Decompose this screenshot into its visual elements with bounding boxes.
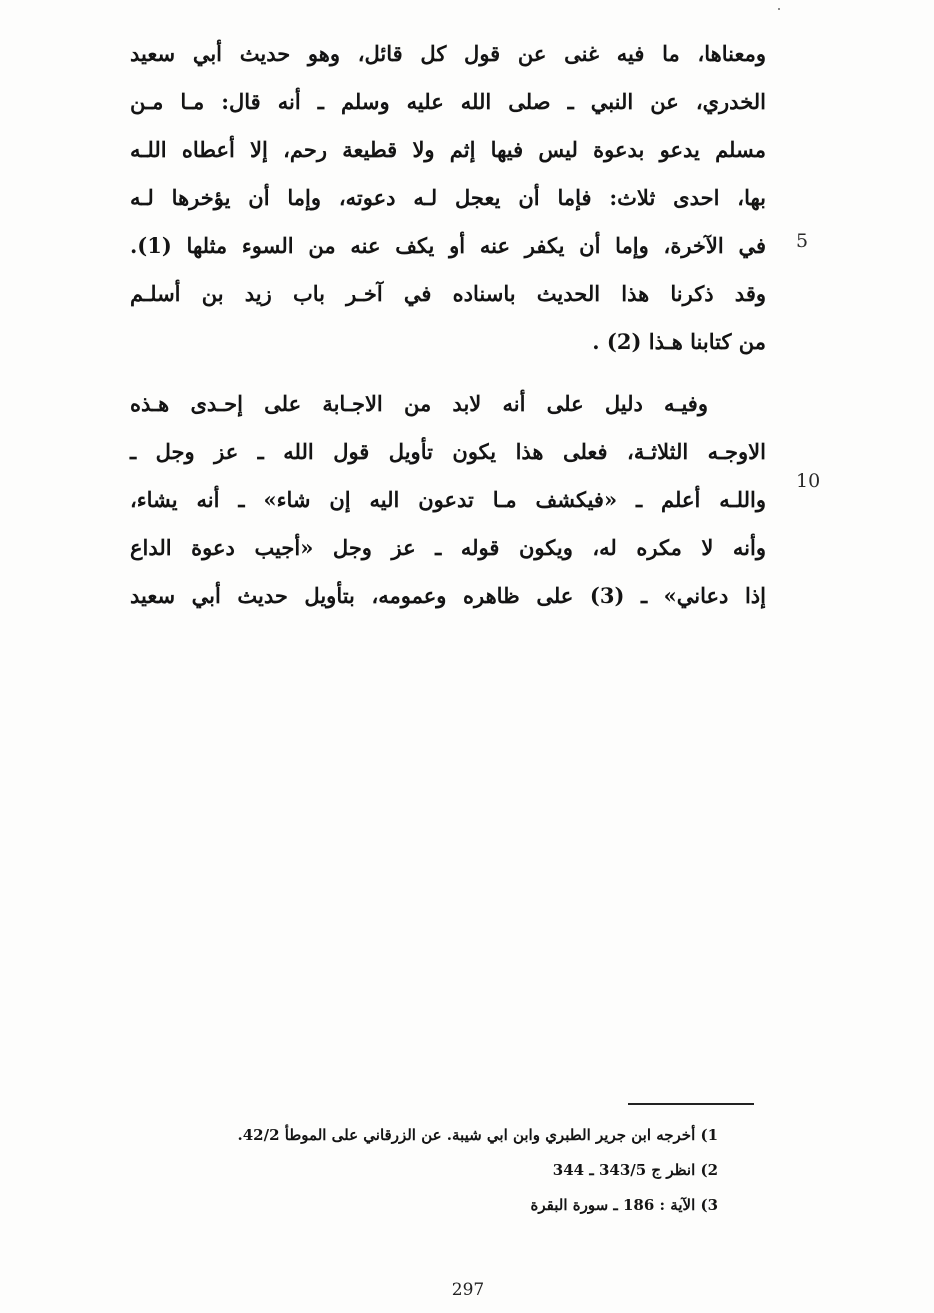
line-number-10: 10 (796, 470, 821, 492)
text-line-3: مسلم يدعو بدعوة ليس فيها إثم ولا قطيعة رحم، إلا أعطاه اللـه (130, 137, 766, 162)
line-number-5: 5 (796, 230, 809, 252)
text-line-4: بها، احدى ثلاث: فإما أن يعجل لـه دعوته، وإما أن يؤخرها لـه (130, 185, 766, 210)
text-line-8: وفيـه دليل على أنه لابد من الاجـابة على إحـدى هـذه (130, 391, 708, 416)
page-number: 297 (451, 1280, 485, 1300)
text-line-5: في الآخرة، وإما أن يكفر عنه أو يكف عنه من السوء مثلها (1). (130, 233, 766, 258)
footnote-divider (628, 1103, 754, 1105)
text-line-11: وأنه لا مكره له، ويكون قوله ـ عز وجل «أجيب دعوة الداع (130, 535, 766, 560)
text-line-10: واللـه أعلم ـ «فيكشف مـا تدعون اليه إن شاء» ـ أنه يشاء، (130, 487, 766, 512)
main-text (130, 30, 766, 620)
footnotes (120, 1118, 718, 1223)
text-line-9: الاوجـه الثلاثـة، فعلى هذا يكون تأويل قول الله ـ عز وجل ـ (130, 439, 766, 464)
footnote-2: 2) انظر ج 343/5 ـ 344 (552, 1161, 718, 1179)
footnote-3: 3) الآية : 186 ـ سورة البقرة (530, 1196, 718, 1214)
text-line-12: إذا دعاني» ـ (3) على ظاهره وعمومه، بتأويل حديث أبي سعيد (130, 583, 766, 608)
scan-speck (778, 8, 780, 10)
text-line-2: الخدري، عن النبي ـ صلى الله عليه وسلم ـ أنه قال: مـا مـن (130, 89, 766, 114)
text-line-7: من كتابنا هـذا (2) . (592, 329, 766, 354)
paragraph-gap (130, 366, 766, 380)
text-line-1: ومعناها، ما فيه غنى عن قول كل قائل، وهو حديث أبي سعيد (130, 41, 766, 66)
text-line-6: وقد ذكرنا هذا الحديث باسناده في آخـر باب زيد بن أسلـم (130, 281, 766, 306)
footnote-1: 1) أخرجه ابن جرير الطبري وابن ابي شيبة. عن الزرقاني على الموطأ 42/2. (237, 1126, 718, 1144)
